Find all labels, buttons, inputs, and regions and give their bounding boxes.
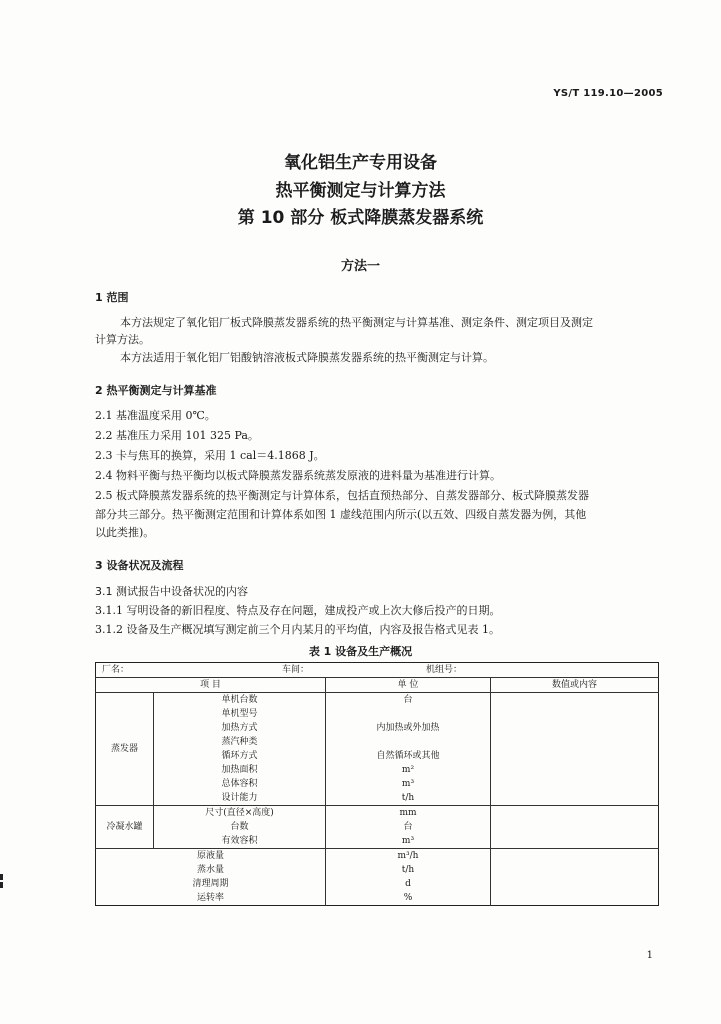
value-cell (491, 693, 659, 806)
clause-3-1-1: 3.1.1 写明设备的新旧程度、特点及存在问题，建成投产或上次大修后投产的日期。 (95, 604, 501, 617)
clause-2-2: 2.2 基准压力采用 101 325 Pa。 (95, 429, 259, 442)
equipment-table (95, 662, 659, 906)
table-1-caption: 表 1 设备及生产概况 (308, 645, 413, 658)
page-number: 1 (646, 950, 653, 961)
row-unit: % (326, 891, 491, 906)
unit-number-label: 机组号： (426, 665, 463, 675)
row-unit: m³ (326, 834, 491, 849)
row-unit: m² (326, 763, 491, 777)
title-line-1: 氧化铝生产专用设备 (284, 153, 437, 173)
row-unit: t/h (326, 791, 491, 806)
section-1-heading: 1 范围 (95, 291, 129, 304)
table-row (96, 693, 659, 708)
row-item: 原液量 (196, 851, 224, 861)
row-item: 蒸汽种类 (221, 737, 258, 747)
section-1-para-2: 本方法适用于氧化铝厂铝酸钠溶液板式降膜蒸发器系统的热平衡测定与计算。 (120, 351, 494, 364)
row-item: 设计能力 (221, 793, 258, 803)
standard-number: YS/T 119.10—2005 (553, 88, 663, 99)
clause-2-5-line-1: 2.5 板式降膜蒸发器系统的热平衡测定与计算体系，包括直预热部分、自蒸发器部分、板式降膜蒸发器 (95, 489, 589, 502)
group-condensate-tank: 冷凝水罐 (96, 806, 154, 849)
factory-label: 厂名： (102, 665, 130, 675)
section-1-para-1b: 计算方法。 (95, 333, 150, 346)
row-item: 台数 (230, 822, 249, 832)
value-cell (491, 806, 659, 849)
table-info-row (96, 663, 659, 678)
row-unit: m³ (326, 777, 491, 791)
clause-3-1-2: 3.1.2 设备及生产概况填写测定前三个月内某月的平均值，内容及报告格式见表 1。 (95, 623, 500, 636)
row-item: 单机型号 (221, 709, 258, 719)
title-line-2: 热平衡测定与计算方法 (275, 181, 446, 201)
row-item: 加热方式 (221, 723, 258, 733)
row-unit: mm (326, 806, 491, 821)
row-item: 蒸水量 (196, 865, 224, 875)
row-item: 循环方式 (221, 751, 258, 761)
header-unit: 单 位 (326, 678, 491, 693)
section-3-heading: 3 设备状况及流程 (95, 559, 184, 572)
row-unit: 内加热或外加热 (326, 721, 491, 735)
section-1-para-1a: 本方法规定了氧化铝厂板式降膜蒸发器系统的热平衡测定与计算基准、测定条件、测定项目及测定 (120, 316, 593, 329)
workshop-label: 车间： (282, 665, 310, 675)
title-line-3: 第 10 部分 板式降膜蒸发器系统 (237, 208, 484, 228)
row-unit: t/h (326, 863, 491, 877)
row-item: 单机台数 (221, 695, 258, 705)
row-item: 尺寸(直径×高度) (205, 808, 274, 818)
row-item: 有效容积 (221, 836, 258, 846)
table-row (96, 849, 659, 864)
row-unit: 台 (326, 693, 491, 708)
header-item: 项 目 (200, 680, 221, 690)
scan-edge-mark (0, 874, 3, 880)
value-cell (491, 849, 659, 906)
header-value: 数值或内容 (491, 678, 659, 693)
row-unit: 自然循环或其他 (326, 749, 491, 763)
group-evaporator: 蒸发器 (96, 693, 154, 806)
row-unit: d (326, 877, 491, 891)
section-2-heading: 2 热平衡测定与计算基准 (95, 384, 217, 397)
row-unit: m³/h (326, 849, 491, 864)
clause-2-4: 2.4 物料平衡与热平衡均以板式降膜蒸发器系统蒸发原液的进料量为基准进行计算。 (95, 469, 501, 482)
clause-2-5-line-2: 部分共三部分。热平衡测定范围和计算体系如图 1 虚线范围内所示(以五效、四级自蒸发器为例，其他 (95, 508, 587, 521)
clause-3-1: 3.1 测试报告中设备状况的内容 (95, 585, 248, 598)
row-unit (326, 707, 491, 721)
row-item: 加热面积 (221, 765, 258, 775)
row-item: 清理周期 (192, 879, 229, 889)
row-unit (326, 735, 491, 749)
clause-2-5-line-3: 以此类推)。 (95, 526, 155, 539)
table-row (96, 806, 659, 821)
table-header-row (96, 678, 659, 693)
row-item: 总体容积 (221, 779, 258, 789)
row-item: 运转率 (196, 893, 224, 903)
method-title: 方法一 (340, 259, 380, 274)
scan-edge-mark (0, 882, 3, 888)
row-unit: 台 (326, 820, 491, 834)
clause-2-3: 2.3 卡与焦耳的换算，采用 1 cal＝4.1868 J。 (95, 449, 325, 462)
clause-2-1: 2.1 基准温度采用 0℃。 (95, 409, 216, 422)
